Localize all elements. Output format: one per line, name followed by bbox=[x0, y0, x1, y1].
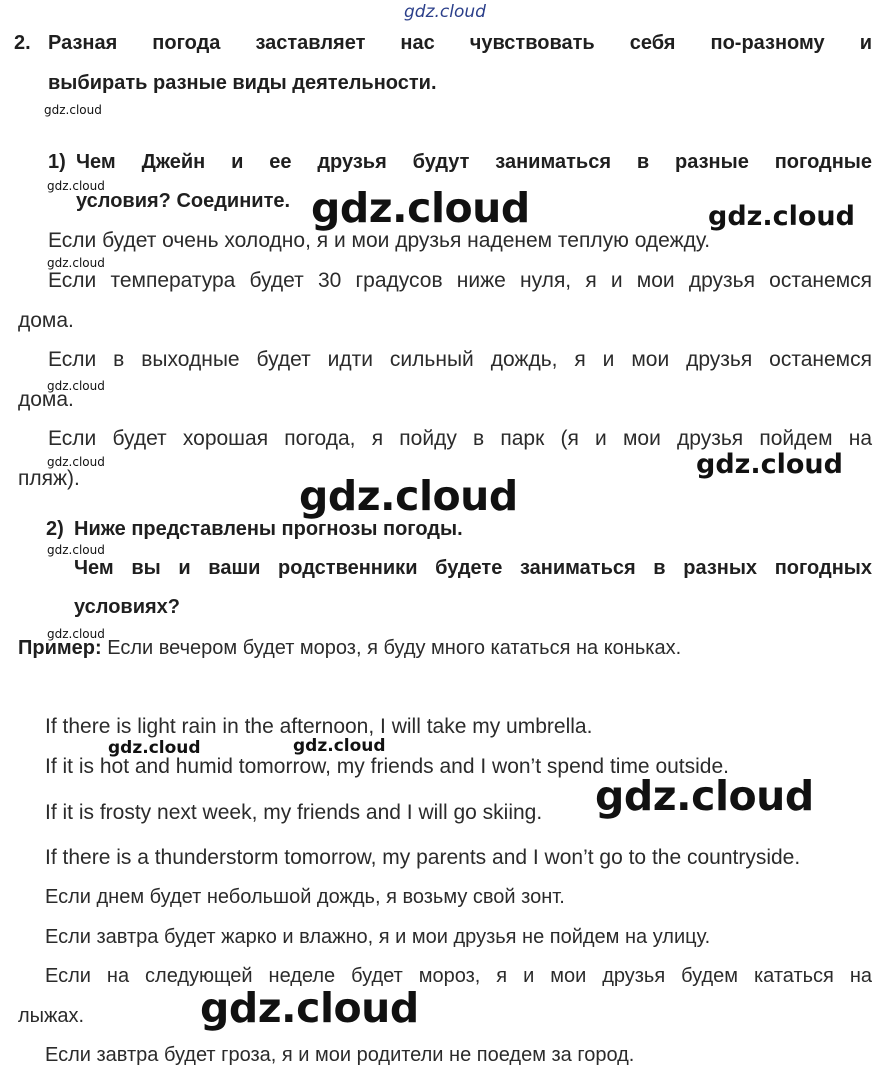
answer4-line1: Если будет хорошая погода, я пойду в парк (я и мои друзья пойдем на bbox=[48, 427, 872, 450]
example-text: Если вечером будет мороз, я буду много кататься на коньках. bbox=[101, 637, 682, 659]
watermark-small: gdz.cloud bbox=[47, 179, 105, 193]
answer3-line2: дома. bbox=[18, 388, 74, 411]
part2-line3: условиях? bbox=[74, 596, 181, 618]
example-line bbox=[18, 637, 681, 660]
answer2-line1: Если температура будет 30 градусов ниже нуля, я и мои друзья останемся bbox=[48, 269, 872, 292]
watermark-small: gdz.cloud bbox=[108, 738, 201, 758]
watermark-top: gdz.cloud bbox=[404, 2, 486, 22]
russian-sentence-3-line1: Если на следующей неделе будет мороз, я и мои друзья будем кататься на bbox=[45, 965, 872, 987]
watermark-medium: gdz.cloud bbox=[708, 201, 855, 232]
example-label: Пример: bbox=[18, 637, 102, 659]
task-text-line2: выбирать разные виды деятельности. bbox=[48, 72, 437, 94]
part1-number: 1) bbox=[48, 151, 66, 173]
watermark-large: gdz.cloud bbox=[299, 472, 518, 520]
answer4-line2: пляж). bbox=[18, 467, 80, 490]
watermark-small: gdz.cloud bbox=[47, 543, 105, 557]
watermark-small: gdz.cloud bbox=[47, 455, 105, 469]
task-number: 2. bbox=[14, 32, 31, 54]
task-text-line1: Разная погода заставляет нас чувствовать себя по-разному и bbox=[48, 32, 872, 54]
part2-line2: Чем вы и ваши родственники будете заниматься в разных погодных bbox=[74, 557, 872, 579]
english-sentence-4: If there is a thunderstorm tomorrow, my parents and I won’t go to the countryside. bbox=[45, 846, 801, 869]
answer3-line1: Если в выходные будет идти сильный дождь, я и мои друзья останемся bbox=[48, 348, 872, 371]
watermark-large: gdz.cloud bbox=[311, 184, 530, 232]
watermark-small: gdz.cloud bbox=[47, 379, 105, 393]
watermark-medium: gdz.cloud bbox=[696, 449, 843, 480]
answer1: Если будет очень холодно, я и мои друзья наденем теплую одежду. bbox=[48, 229, 711, 252]
part1-line1: Чем Джейн и ее друзья будут заниматься в разные погодные bbox=[76, 151, 872, 173]
watermark-small: gdz.cloud bbox=[44, 103, 102, 117]
part2-number: 2) bbox=[46, 518, 64, 540]
english-sentence-1: If there is light rain in the afternoon, I will take my umbrella. bbox=[45, 715, 593, 738]
watermark-small: gdz.cloud bbox=[47, 256, 105, 270]
answer2-line2: дома. bbox=[18, 309, 74, 332]
russian-sentence-2: Если завтра будет жарко и влажно, я и мои друзья не пойдем на улицу. bbox=[45, 926, 711, 948]
watermark-small: gdz.cloud bbox=[47, 627, 105, 641]
russian-sentence-3-line2: лыжах. bbox=[18, 1005, 85, 1027]
part1-line2: условия? Соедините. bbox=[76, 190, 291, 212]
part2-line1: Ниже представлены прогнозы погоды. bbox=[74, 518, 463, 540]
russian-sentence-4: Если завтра будет гроза, я и мои родители не поедем за город. bbox=[45, 1044, 635, 1066]
watermark-small: gdz.cloud bbox=[293, 736, 386, 756]
english-sentence-2: If it is hot and humid tomorrow, my friends and I won’t spend time outside. bbox=[45, 755, 729, 778]
english-sentence-3: If it is frosty next week, my friends and I will go skiing. bbox=[45, 801, 543, 824]
watermark-large: gdz.cloud bbox=[595, 772, 814, 820]
watermark-large: gdz.cloud bbox=[200, 984, 419, 1032]
russian-sentence-1: Если днем будет небольшой дождь, я возьму свой зонт. bbox=[45, 886, 565, 908]
